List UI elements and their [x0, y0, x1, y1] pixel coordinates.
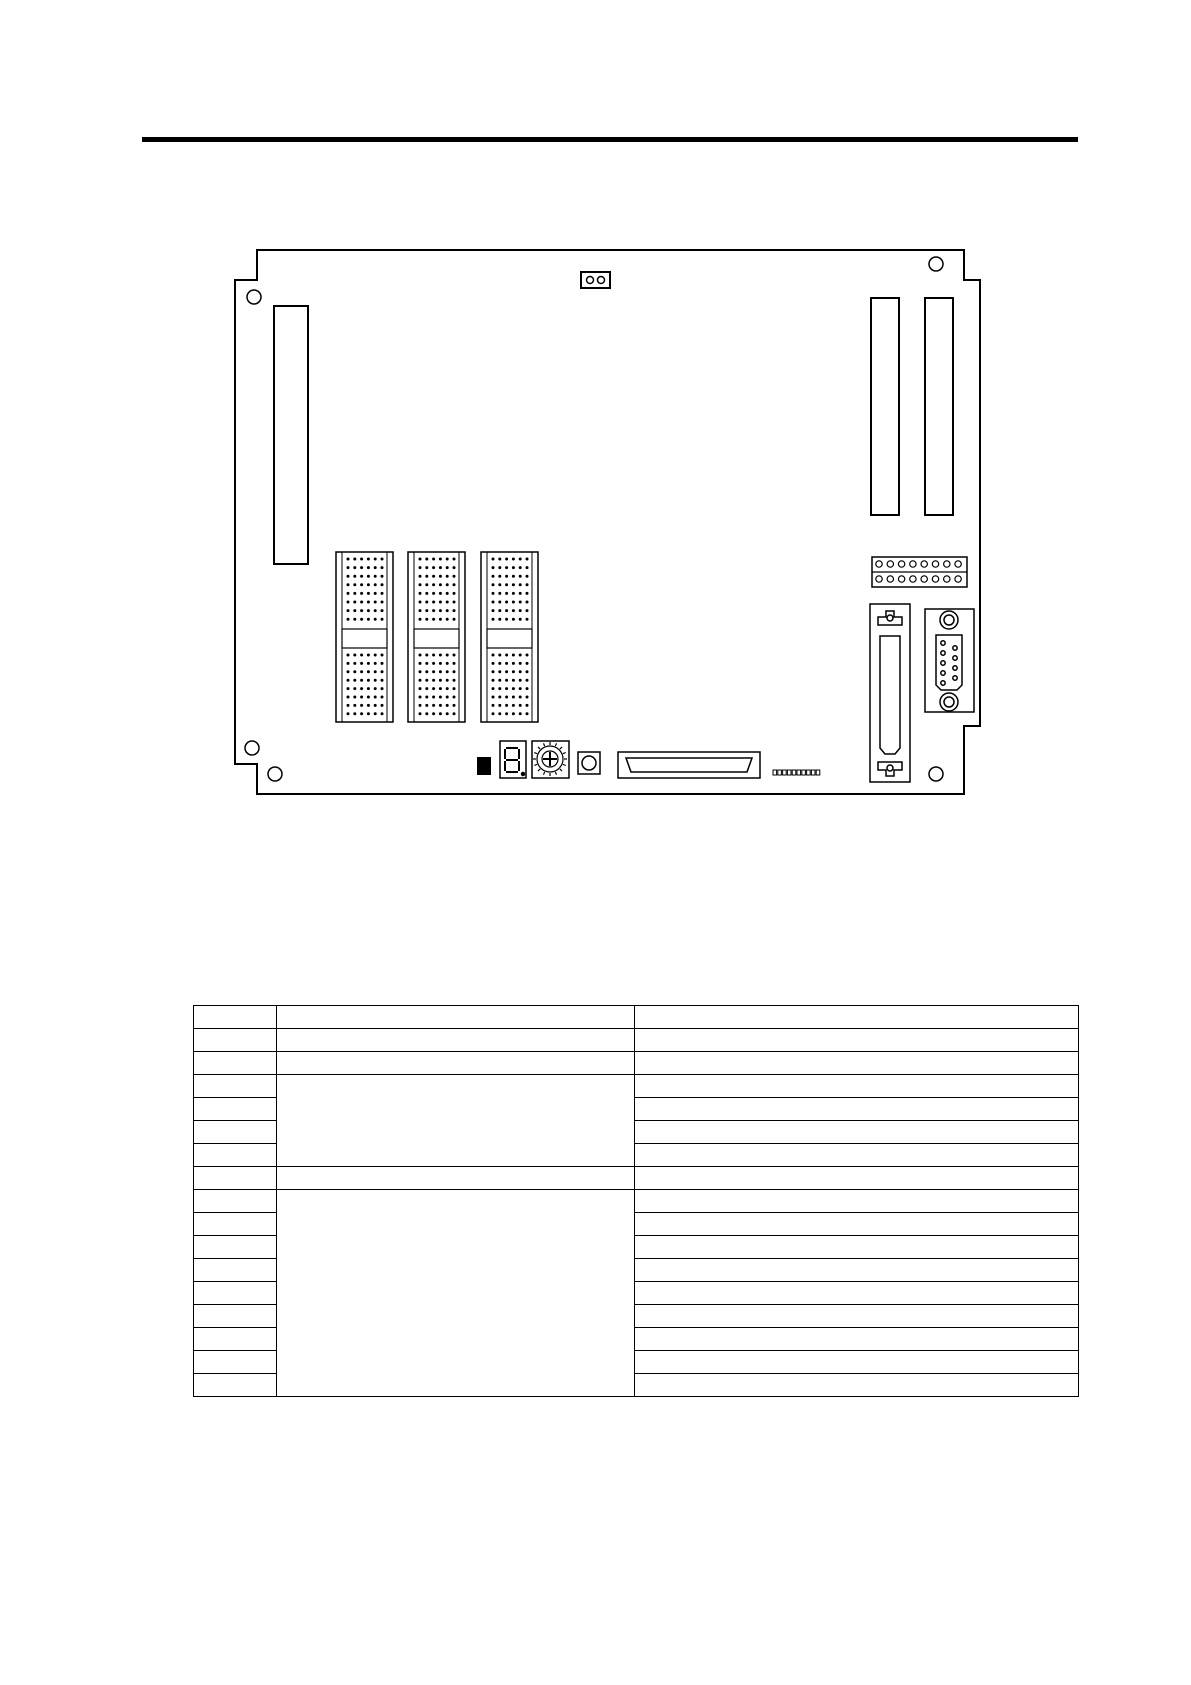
- table-cell-c2: [277, 1075, 635, 1167]
- table-cell-c1: [194, 1374, 277, 1397]
- header-pin: [955, 561, 961, 567]
- table-row: [194, 1029, 1079, 1052]
- table-cell-c1: [194, 1282, 277, 1305]
- table-cell-c3: [635, 1006, 1079, 1029]
- table-row: [194, 1052, 1079, 1075]
- header-pin: [887, 561, 893, 567]
- table-cell-c3: [635, 1121, 1079, 1144]
- table-cell-c3: [635, 1259, 1079, 1282]
- db9-pin: [941, 641, 945, 645]
- mounting-holes: [245, 257, 943, 781]
- pga-socket-3: [481, 552, 538, 722]
- table-cell-c1: [194, 1006, 277, 1029]
- pga-socket-2: [408, 552, 465, 722]
- db9-pin: [953, 676, 957, 680]
- header-pin: [910, 561, 916, 567]
- header-pin: [921, 576, 927, 582]
- header-pin: [944, 576, 950, 582]
- table-cell-c3: [635, 1052, 1079, 1075]
- circuit-board-diagram: [0, 0, 1191, 830]
- header-pin: [876, 561, 882, 567]
- table-cell-c1: [194, 1052, 277, 1075]
- seven-segment-display: [500, 741, 526, 778]
- table-cell-c1: [194, 1236, 277, 1259]
- header-pin: [910, 576, 916, 582]
- scsi-connector: [618, 752, 760, 778]
- board-outline: [235, 250, 980, 794]
- table-cell-c1: [194, 1121, 277, 1144]
- db9-pin: [941, 651, 945, 655]
- db25-connector: [870, 604, 910, 782]
- table-row: [194, 1006, 1079, 1029]
- mounting-hole: [245, 741, 259, 755]
- table-cell-c2: [277, 1190, 635, 1397]
- table-row: [194, 1167, 1079, 1190]
- mounting-hole: [929, 257, 943, 271]
- db9-pin: [941, 661, 945, 665]
- table-cell-c3: [635, 1075, 1079, 1098]
- status-led: [477, 757, 491, 775]
- table-cell-c1: [194, 1259, 277, 1282]
- table-cell-c3: [635, 1328, 1079, 1351]
- db9-pin: [941, 671, 945, 675]
- table-cell-c1: [194, 1305, 277, 1328]
- header-pin: [887, 576, 893, 582]
- mounting-hole: [268, 767, 282, 781]
- expansion-slot-1: [871, 298, 899, 515]
- db9-pin: [941, 681, 945, 685]
- expansion-slot-2: [925, 298, 953, 515]
- table-cell-c1: [194, 1075, 277, 1098]
- table-cell-c1: [194, 1328, 277, 1351]
- header-pin: [932, 561, 938, 567]
- table-row: [194, 1075, 1079, 1098]
- table-cell-c3: [635, 1213, 1079, 1236]
- header-pin: [898, 576, 904, 582]
- db9-pin: [953, 666, 957, 670]
- table-cell-c1: [194, 1190, 277, 1213]
- table-cell-c2: [277, 1052, 635, 1075]
- table-cell-c3: [635, 1351, 1079, 1374]
- table-cell-c1: [194, 1029, 277, 1052]
- table-cell-c3: [635, 1029, 1079, 1052]
- table-cell-c3: [635, 1144, 1079, 1167]
- table-cell-c2: [277, 1167, 635, 1190]
- table-cell-c2: [277, 1006, 635, 1029]
- reset-button: [578, 752, 600, 774]
- db9-pin: [953, 646, 957, 650]
- small-pin-header: [773, 770, 820, 775]
- table-cell-c3: [635, 1098, 1079, 1121]
- table-cell-c1: [194, 1213, 277, 1236]
- table-cell-c3: [635, 1282, 1079, 1305]
- two-pin-jumper: [581, 272, 610, 288]
- dual-row-pin-header: [872, 557, 967, 587]
- table-cell-c3: [635, 1190, 1079, 1213]
- table-row: [194, 1190, 1079, 1213]
- memory-expansion-slot: [274, 306, 308, 564]
- mounting-hole: [929, 767, 943, 781]
- db9-pin: [953, 656, 957, 660]
- table-cell-c3: [635, 1305, 1079, 1328]
- header-pin: [955, 576, 961, 582]
- header-pin: [921, 561, 927, 567]
- table-cell-c2: [277, 1029, 635, 1052]
- table-cell-c3: [635, 1236, 1079, 1259]
- table-cell-c1: [194, 1351, 277, 1374]
- pga-socket-1: [336, 552, 393, 722]
- table-cell-c3: [635, 1374, 1079, 1397]
- table-cell-c1: [194, 1098, 277, 1121]
- table-cell-c1: [194, 1167, 277, 1190]
- specification-table: [193, 1005, 1079, 1397]
- table-cell-c1: [194, 1144, 277, 1167]
- table-cell-c3: [635, 1167, 1079, 1190]
- header-pin: [898, 561, 904, 567]
- db9-connector: [925, 609, 974, 712]
- mounting-hole: [247, 290, 261, 304]
- header-pin: [876, 576, 882, 582]
- header-pin: [932, 576, 938, 582]
- header-pin: [944, 561, 950, 567]
- rotary-switch: [532, 741, 569, 778]
- pga-sockets: [336, 552, 538, 722]
